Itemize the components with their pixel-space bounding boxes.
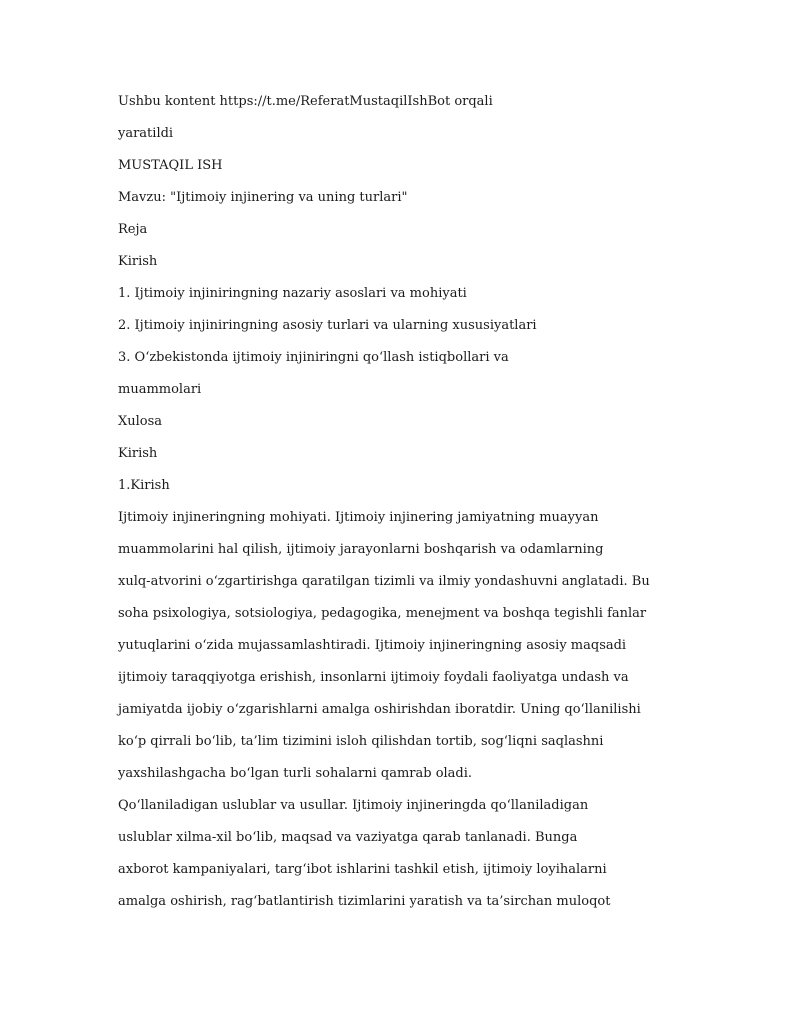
plan-item: 2. Ijtimoiy injiniringning asosiy turlari va ularning xususiyatlari xyxy=(118,318,537,333)
plan-item: Xulosa xyxy=(118,414,163,429)
text-line: yaratildi xyxy=(118,126,174,141)
body-text-line: yutuqlarini o‘zida mujassamlashtiradi. Ijtimoiy injineringning asosiy maqsadi xyxy=(118,638,627,653)
plan-heading: Reja xyxy=(118,222,148,237)
body-text-line: yaxshilashgacha bo‘lgan turli sohalarni qamrab oladi. xyxy=(118,766,473,781)
plan-item: 3. O‘zbekistonda ijtimoiy injiniringni qo‘llash istiqbollari va xyxy=(118,350,509,365)
text-line: Ushbu kontent https://t.me/ReferatMustaqilIshBot orqali xyxy=(118,94,493,109)
plan-item: Kirish xyxy=(118,254,158,269)
body-text-line: amalga oshirish, rag‘batlantirish tizimlarini yaratish va ta’sirchan muloqot xyxy=(118,894,611,909)
body-text-line: ko‘p qirrali bo‘lib, ta’lim tizimini isloh qilishdan tortib, sog‘liqni saqlashni xyxy=(118,734,604,749)
body-text-line: muammolarini hal qilish, ijtimoiy jarayonlarni boshqarish va odamlarning xyxy=(118,542,604,557)
plan-item: 1. Ijtimoiy injiniringning nazariy asoslari va mohiyati xyxy=(118,286,467,301)
body-text-line: Ijtimoiy injineringning mohiyati. Ijtimoiy injinering jamiyatning muayyan xyxy=(118,510,599,525)
body-text-line: ijtimoiy taraqqiyotga erishish, insonlarni ijtimoiy foydali faoliyatga undash va xyxy=(118,670,629,685)
section-heading: Kirish xyxy=(118,446,158,461)
document-heading: MUSTAQIL ISH xyxy=(118,158,223,173)
document-topic: Mavzu: "Ijtimoiy injinering va uning turlari" xyxy=(118,190,408,205)
body-text-line: uslublar xilma-xil bo‘lib, maqsad va vaziyatga qarab tanlanadi. Bunga xyxy=(118,830,578,845)
body-text-line: Qo‘llaniladigan uslublar va usullar. Ijtimoiy injineringda qo‘llaniladigan xyxy=(118,798,589,813)
body-text-line: soha psixologiya, sotsiologiya, pedagogika, menejment va boshqa tegishli fanlar xyxy=(118,606,647,621)
section-heading: 1.Kirish xyxy=(118,478,170,493)
body-text-line: xulq-atvorini o‘zgartirishga qaratilgan tizimli va ilmiy yondashuvni anglatadi. Bu xyxy=(118,574,650,589)
body-text-line: axborot kampaniyalari, targ‘ibot ishlarini tashkil etish, ijtimoiy loyihalarni xyxy=(118,862,607,877)
body-text-line: jamiyatda ijobiy o‘zgarishlarni amalga oshirishdan iboratdir. Uning qo‘llanilishi xyxy=(118,702,641,717)
plan-item: muammolari xyxy=(118,382,202,397)
